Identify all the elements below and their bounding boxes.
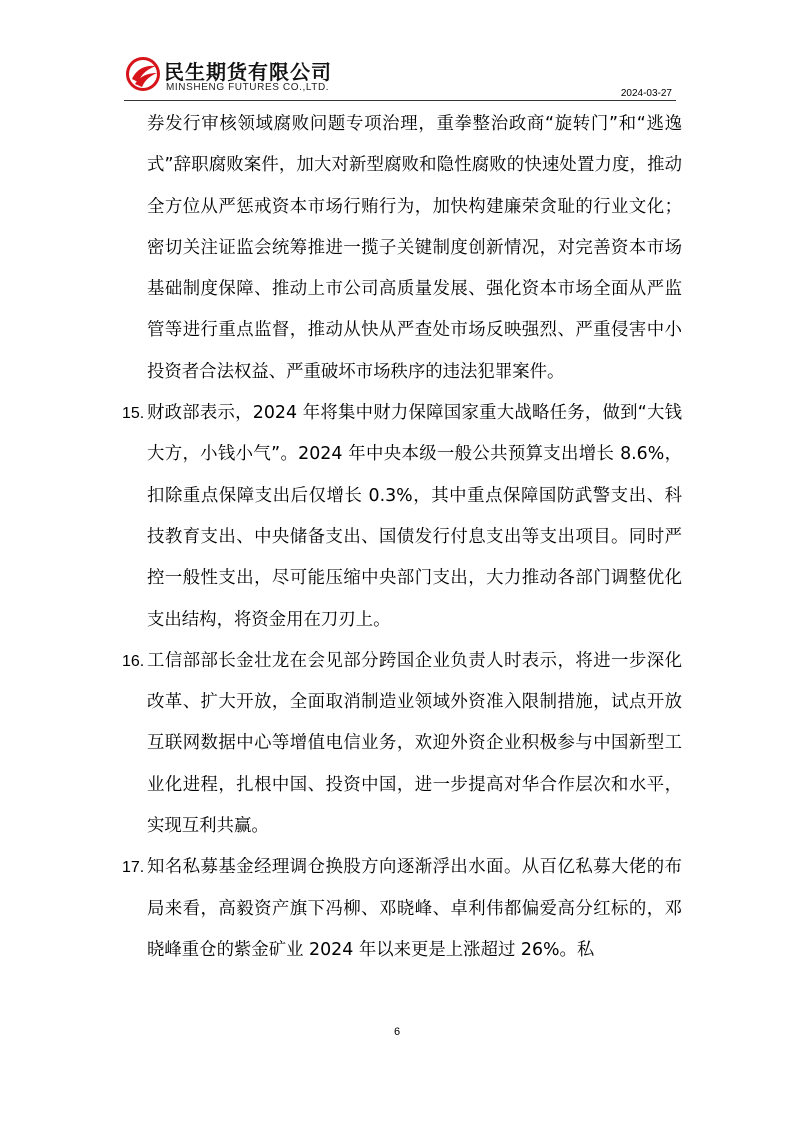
header-divider [124, 100, 676, 101]
item-text: 工信部部长金壮龙在会见部分跨国企业负责人时表示，将进一步深化改革、扩大开放，全面取消制造业领域外资准入限制措施，试点开放互联网数据中心等增值电信业务，欢迎外资企业积极参与中国新型工业化进程，扎根中国、投资中国，进一步提高对华合作层次和水平，实现互利共赢。 [147, 650, 682, 837]
news-item-16 [122, 641, 682, 847]
continued-paragraph: 券发行审核领域腐败问题专项治理，重拳整治政商“旋转门”和“逃逸式”辞职腐败案件，加大对新型腐败和隐性腐败的快速处置力度，推动全方位从严惩戒资本市场行贿行为，加快构建廉荣贪耻的行业文化；密切关注证监会统筹推进一揽子关键制度创新情况，对完善资本市场基础制度保障、推动上市公司高质量发展、强化资本市场全面从严监管等进行重点监督，推动从快从严查处市场反映强烈、严重侵害中小投资者合法权益、严重破坏市场秩序的违法犯罪案件。 [147, 114, 682, 382]
report-date: 2024-03-27 [620, 88, 672, 99]
page-header [124, 54, 676, 102]
company-name-en: MINSHENG FUTURES CO.,LTD. [166, 82, 330, 93]
page-number: 6 [393, 1026, 401, 1038]
item-number: 17. [122, 859, 145, 877]
company-name-cn: 民生期货有限公司 [164, 60, 332, 84]
document-body [122, 104, 682, 971]
news-item-15 [122, 393, 682, 641]
item-number: 16. [122, 652, 145, 670]
item-text: 财政部表示，2024 年将集中财力保障国家重大战略任务，做到“大钱大方，小钱小气”。2024 年中央本级一般公共预算支出增长 8.6%，扣除重点保障支出后仅增长 0.3%，其中重点保障国防武警支出、科技教育支出、中央储备支出、国债发行付息支出等支出项目。同时严控一般性支出，尽可能压缩中央部门支出，大力推动各部门调整优化支出结构，将资金用在刀刃上。 [147, 403, 682, 630]
item-text: 知名私募基金经理调仓换股方向逐渐浮出水面。从百亿私募大佬的布局来看，高毅资产旗下冯柳、邓晓峰、卓利伟都偏爱高分红标的，邓晓峰重仓的紫金矿业 2024 年以来更是上涨超过 26%。私 [147, 857, 682, 960]
item-number: 15. [122, 405, 145, 423]
news-item-17 [122, 847, 682, 971]
minsheng-logo-icon [126, 57, 160, 91]
